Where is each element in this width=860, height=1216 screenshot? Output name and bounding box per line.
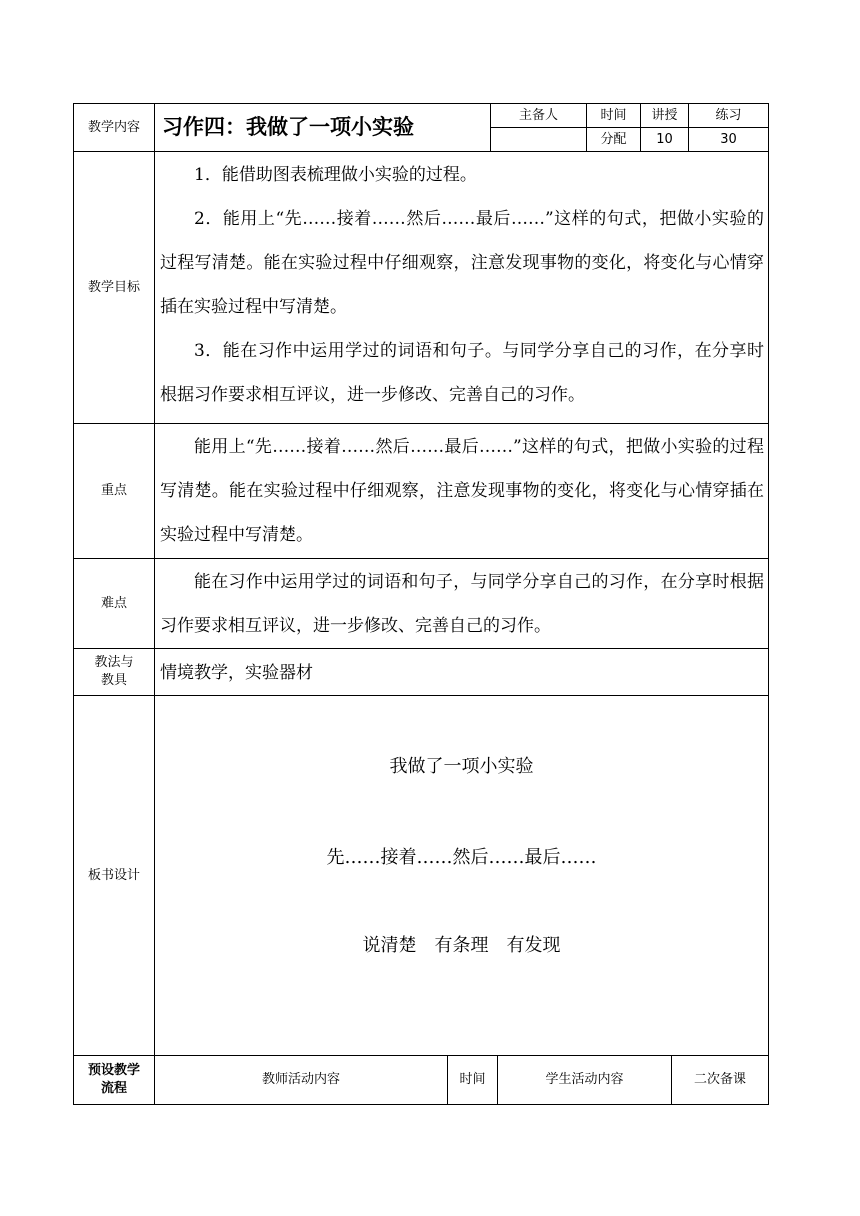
- time-label-top: 时间: [600, 107, 627, 123]
- table-line: [73, 558, 769, 559]
- content-label: 教学内容: [87, 119, 140, 135]
- lecture-minutes: 10: [656, 131, 673, 147]
- second-prep-header: 二次备课: [693, 1072, 746, 1087]
- lesson-title: 习作四：我做了一项小实验: [162, 115, 414, 139]
- method-text: 情境教学，实验器材: [160, 663, 313, 683]
- preparer-value: [491, 128, 586, 151]
- table-line: [768, 103, 769, 1105]
- key-point-text: 能用上“先……接着……然后……最后……”这样的句式，把做小实验的过程写清楚。能在实验过程中仔细观察，注意发现事物的变化，将变化与心情穿插在实验过程中写清楚。: [160, 437, 764, 545]
- table-line: [73, 1104, 769, 1105]
- time-label-bottom: 分配: [600, 131, 627, 147]
- practice-minutes: 30: [720, 131, 737, 147]
- table-line: [73, 423, 769, 424]
- board-line-title: 我做了一项小实验: [389, 756, 534, 777]
- table-line: [73, 151, 769, 152]
- key-point-label: 重点: [100, 483, 127, 498]
- lecture-label: 讲授: [651, 107, 678, 123]
- objectives-label: 教学目标: [87, 279, 140, 295]
- objective-item: 1．能借助图表梳理做小实验的过程。: [194, 165, 477, 185]
- process-label: [74, 1056, 154, 1104]
- board-label: 板书设计: [87, 867, 140, 883]
- board-line-sequence: 先……接着……然后……最后……: [326, 847, 597, 868]
- method-label: [74, 649, 154, 695]
- method-label-line1: 教法与: [94, 655, 134, 670]
- objective-item: 3．能在习作中运用学过的词语和句子。与同学分享自己的习作，在分享时根据习作要求相互评议，进一步修改、完善自己的习作。: [160, 341, 764, 405]
- preparer-label: 主备人: [518, 107, 558, 123]
- student-activity-header: 学生活动内容: [545, 1072, 624, 1087]
- time-header: 时间: [459, 1072, 486, 1087]
- practice-label: 练习: [715, 107, 742, 123]
- board-line-summary: 说清楚 有条理 有发现: [362, 935, 561, 956]
- teacher-activity-header: 教师活动内容: [261, 1072, 340, 1087]
- difficulty-text: 能在习作中运用学过的词语和句子，与同学分享自己的习作，在分享时根据习作要求相互评议，进一步修改、完善自己的习作。: [160, 572, 764, 636]
- difficulty-label: 难点: [100, 595, 127, 611]
- process-label-line1: 预设教学: [87, 1063, 140, 1078]
- table-line: [73, 648, 769, 649]
- process-label-line2: 流程: [100, 1081, 127, 1096]
- objective-item: 2．能用上“先……接着……然后……最后……”这样的句式，把做小实验的过程写清楚。能在实验过程中仔细观察，注意发现事物的变化，将变化与心情穿插在实验过程中写清楚。: [160, 209, 764, 317]
- method-label-line2: 教具: [100, 673, 127, 688]
